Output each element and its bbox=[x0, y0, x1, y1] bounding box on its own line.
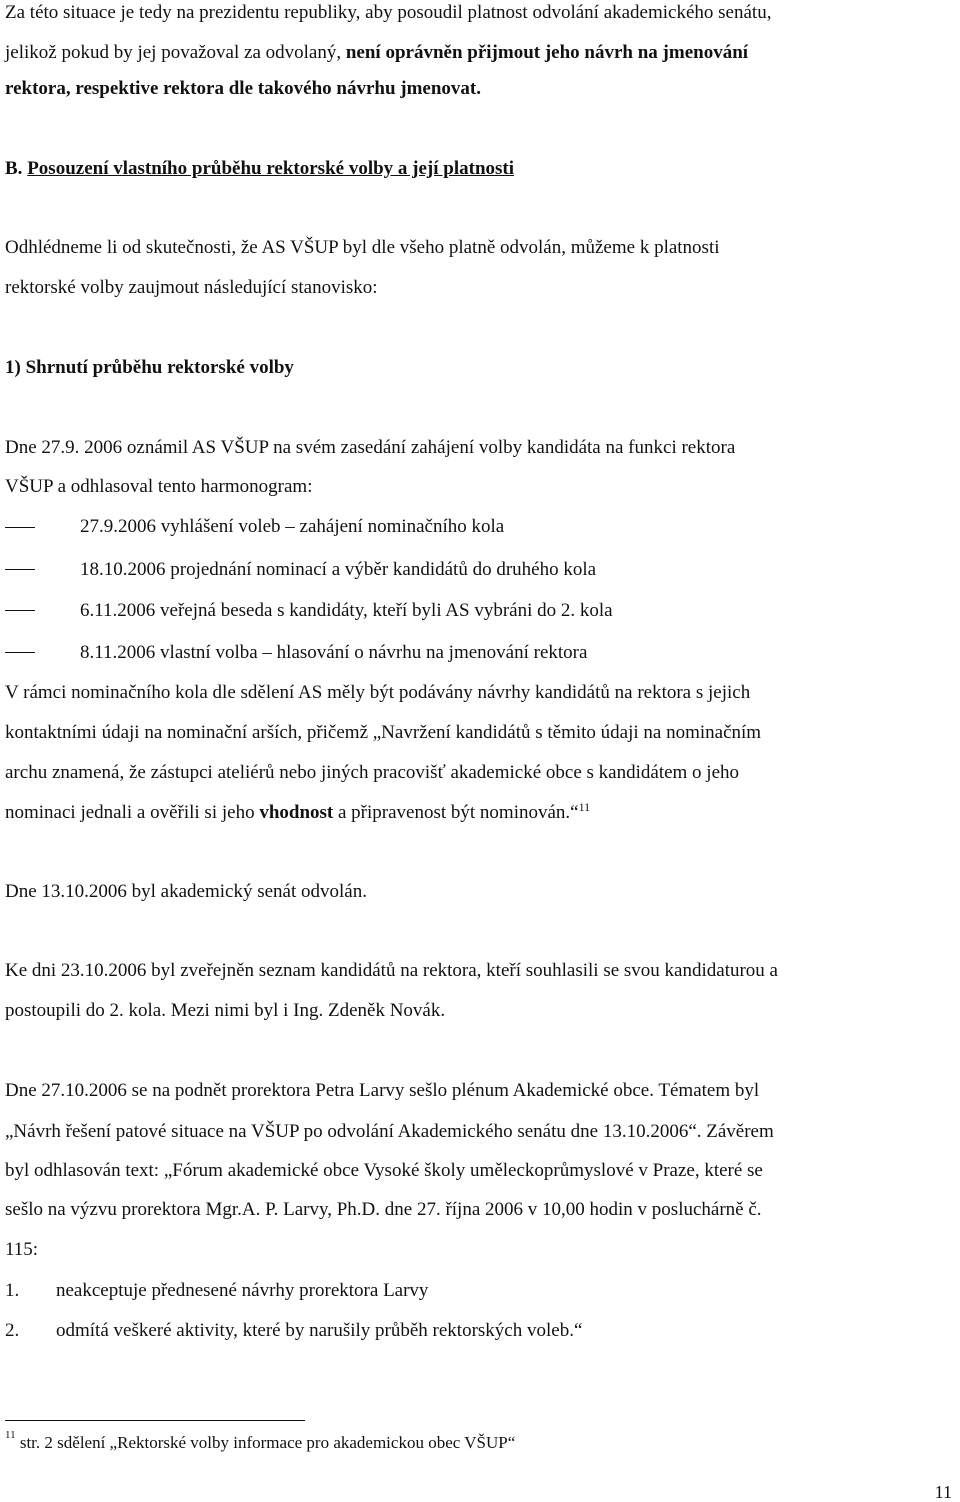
intro-line-2 bbox=[5, 42, 748, 64]
odhledneme-line-1: Odhlédneme li od skutečnosti, že AS VŠUP byl dle všeho platně odvolán, můžeme k platnosti bbox=[5, 237, 720, 258]
section-b-title: Posouzení vlastního průběhu rektorské volby a její platnosti bbox=[27, 158, 515, 179]
harmonogram-item-text: 6.11.2006 veřejná beseda s kandidáty, kteří byli AS vybráni do 2. kola bbox=[80, 600, 613, 621]
ramci-line-4-b: a připravenost být nominován.“ bbox=[338, 802, 579, 823]
plenum-line-1: Dne 27.10.2006 se na podnět prorektora Petra Larvy sešlo plénum Akademické obce. Tématem byl bbox=[5, 1080, 760, 1101]
resolution-text: neakceptuje přednesené návrhy prorektora Larvy bbox=[56, 1280, 429, 1301]
dash-bullet bbox=[5, 569, 35, 570]
intro-line-2-bold: není oprávněn přijmout jeho návrh na jmenování bbox=[345, 42, 749, 63]
dash-bullet bbox=[5, 610, 35, 611]
dne-27-9-line-1: Dne 27.9. 2006 oznámil AS VŠUP na svém zasedání zahájení volby kandidáta na funkci rektora bbox=[5, 437, 736, 458]
page-number: 11 bbox=[934, 1482, 952, 1502]
plenum-line-5: 115: bbox=[5, 1239, 39, 1260]
intro-line-3: rektora, respektive rektora dle takového návrhu jmenovat. bbox=[5, 78, 482, 99]
footnote bbox=[5, 1429, 516, 1454]
plenum-line-4: sešlo na výzvu prorektora Mgr.A. P. Larvy, Ph.D. dne 27. října 2006 v 10,00 hodin v posluchárně č. bbox=[5, 1199, 762, 1220]
resolution-number: 1. bbox=[5, 1280, 20, 1301]
footnote-separator bbox=[5, 1420, 305, 1421]
subheading-1: 1) Shrnutí průběhu rektorské volby bbox=[5, 357, 294, 378]
intro-line-1: Za této situace je tedy na prezidentu republiky, aby posoudil platnost odvolání akademického senátu, bbox=[5, 2, 772, 23]
resolution-number: 2. bbox=[5, 1320, 20, 1341]
intro-line-2-normal: jelikož pokud by jej považoval za odvolaný, bbox=[5, 42, 342, 63]
section-b-heading bbox=[5, 158, 514, 180]
odhledneme-line-2: rektorské volby zaujmout následující stanovisko: bbox=[5, 277, 378, 298]
footnote-reference: 11 bbox=[578, 800, 591, 814]
harmonogram-item-text: 27.9.2006 vyhlášení voleb – zahájení nominačního kola bbox=[80, 516, 505, 537]
ramci-line-3: archu znamená, že zástupci ateliérů nebo jiných pracovišť akademické obce s kandidátem o jeho bbox=[5, 762, 740, 783]
resolution-text: odmítá veškeré aktivity, které by narušily průběh rektorských voleb.“ bbox=[56, 1320, 583, 1341]
ramci-line-4-bold: vhodnost bbox=[259, 802, 334, 823]
plenum-line-3: byl odhlasován text: „Fórum akademické obce Vysoké školy uměleckoprůmyslové v Praze, které se bbox=[5, 1160, 763, 1181]
ramci-line-4 bbox=[5, 802, 590, 824]
dash-bullet bbox=[5, 527, 35, 528]
ramci-line-2: kontaktními údaji na nominační arších, přičemž „Navržení kandidátů s těmito údaji na nominačním bbox=[5, 722, 762, 743]
harmonogram-item-text: 8.11.2006 vlastní volba – hlasování o návrhu na jmenování rektora bbox=[80, 642, 588, 663]
senat-odvolan: Dne 13.10.2006 byl akademický senát odvolán. bbox=[5, 881, 367, 902]
footnote-text: str. 2 sdělení „Rektorské volby informace pro akademickou obec VŠUP“ bbox=[19, 1433, 516, 1452]
dash-bullet bbox=[5, 652, 35, 653]
dne-27-9-line-2: VŠUP a odhlasoval tento harmonogram: bbox=[5, 476, 313, 497]
seznam-line-1: Ke dni 23.10.2006 byl zveřejněn seznam kandidátů na rektora, kteří souhlasili se svou kandidaturou a bbox=[5, 960, 778, 981]
footnote-number: 11 bbox=[5, 1429, 16, 1441]
ramci-line-1: V rámci nominačního kola dle sdělení AS měly být podávány návrhy kandidátů na rektora s jejich bbox=[5, 682, 751, 703]
seznam-line-2: postoupili do 2. kola. Mezi nimi byl i Ing. Zdeněk Novák. bbox=[5, 1000, 446, 1021]
harmonogram-item-text: 18.10.2006 projednání nominací a výběr kandidátů do druhého kola bbox=[80, 559, 597, 580]
section-b-label: B. bbox=[5, 158, 23, 179]
plenum-line-2: „Návrh řešení patové situace na VŠUP po odvolání Akademického senátu dne 13.10.2006“. Závěrem bbox=[5, 1121, 774, 1142]
ramci-line-4-a: nominaci jednali a ověřili si jeho bbox=[5, 802, 255, 823]
